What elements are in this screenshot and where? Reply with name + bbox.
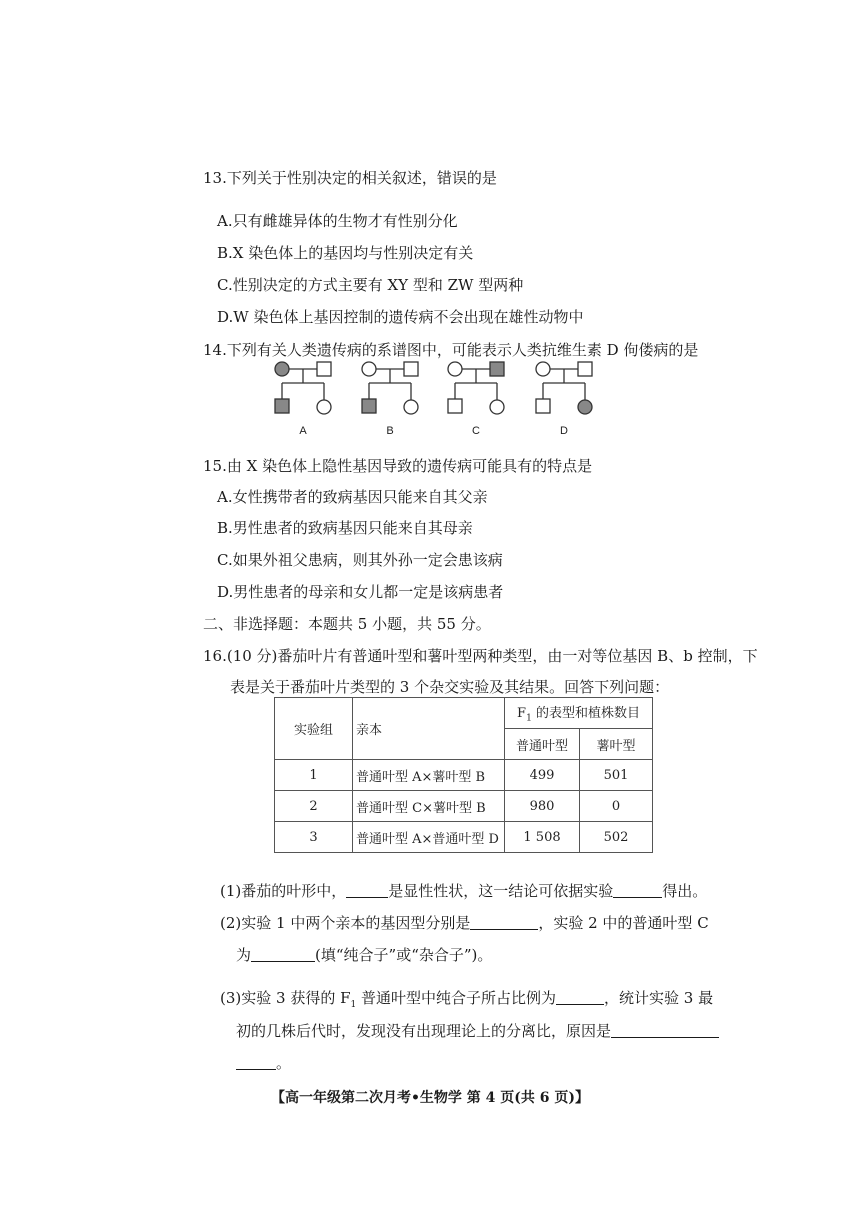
cell-potato: 502 — [580, 822, 653, 853]
q16-stem-line2: 表是关于番茄叶片类型的 3 个杂交实验及其结果。回答下列问题： — [230, 678, 670, 696]
answer-blank[interactable] — [346, 882, 388, 898]
experiment-table — [274, 697, 653, 853]
q13-option-c: C.性别决定的方式主要有 XY 型和 ZW 型两种 — [217, 276, 524, 294]
answer-blank[interactable] — [611, 1022, 719, 1038]
cell-group: 3 — [275, 822, 353, 853]
answer-blank[interactable] — [251, 946, 315, 962]
section-2-heading: 二、非选择题：本题共 5 小题，共 55 分。 — [203, 615, 491, 633]
q13-stem: 13.下列关于性别决定的相关叙述，错误的是 — [203, 169, 497, 187]
q16-part2-line1: (2)实验 1 中两个亲本的基因型分别是 ，实验 2 中的普通叶型 C — [220, 914, 709, 932]
q15-option-b: B.男性患者的致病基因只能来自其母亲 — [217, 519, 473, 537]
pedigree-label-b: B — [386, 425, 394, 437]
pedigree-label-c: C — [472, 425, 480, 437]
q16-part3-line2: 初的几株后代时，发现没有出现理论上的分离比，原因是 — [236, 1020, 719, 1041]
q16-stem-line1: 16.(10 分)番茄叶片有普通叶型和薯叶型两种类型，由一对等位基因 B、b 控制，下 — [203, 647, 758, 665]
header-group: 实验组 — [275, 698, 353, 760]
cell-group: 2 — [275, 791, 353, 822]
header-potato: 薯叶型 — [580, 729, 653, 760]
cell-parent: 普通叶型 A×薯叶型 B — [353, 760, 505, 791]
q16-part1: (1)番茄的叶形中， 是显性性状，这一结论可依据实验 得出。 — [220, 882, 708, 900]
pedigree-d — [536, 362, 592, 414]
page-footer: 【高一年级第二次月考•生物学 第 4 页(共 6 页)】 — [270, 1090, 590, 1106]
q16-part3-line3: 。 — [236, 1052, 291, 1073]
pedigree-diagrams — [268, 360, 598, 440]
pedigree-label-a: A — [299, 425, 307, 437]
pedigree-label-d: D — [560, 425, 568, 437]
table-row — [275, 791, 653, 822]
q15-option-c: C.如果外祖父患病，则其外孙一定会患该病 — [217, 551, 503, 569]
pedigree-c — [448, 362, 504, 414]
table-row — [275, 822, 653, 853]
answer-blank[interactable] — [556, 989, 604, 1005]
q16-part2-line2: 为 (填“纯合子”或“杂合子”)。 — [236, 946, 493, 964]
cell-normal: 499 — [505, 760, 580, 791]
header-f1: $F_1$ 的表型和植株数目 — [505, 698, 653, 729]
answer-blank[interactable] — [613, 882, 662, 898]
q16-part3-line1: (3)实验 3 获得的 $F_1$ 普通叶型中纯合子所占比例为 ，统计实验 3 最 — [220, 989, 714, 1010]
answer-blank[interactable] — [236, 1054, 276, 1070]
cell-parent: 普通叶型 C×薯叶型 B — [353, 791, 505, 822]
q15-option-d: D.男性患者的母亲和女儿都一定是该病患者 — [217, 583, 504, 601]
cell-potato: 0 — [580, 791, 653, 822]
cell-normal: 980 — [505, 791, 580, 822]
q13-option-a: A.只有雌雄异体的生物才有性别分化 — [217, 212, 458, 230]
header-normal: 普通叶型 — [505, 729, 580, 760]
q13-option-b: B.X 染色体上的基因均与性别决定有关 — [217, 244, 474, 262]
table-row — [275, 760, 653, 791]
pedigree-a — [275, 362, 331, 414]
q14-stem: 14.下列有关人类遗传病的系谱图中，可能表示人类抗维生素 D 佝偻病的是 — [203, 341, 699, 359]
answer-blank[interactable] — [470, 914, 538, 930]
cell-normal: 1 508 — [505, 822, 580, 853]
cell-potato: 501 — [580, 760, 653, 791]
q15-option-a: A.女性携带者的致病基因只能来自其父亲 — [217, 488, 488, 506]
cell-group: 1 — [275, 760, 353, 791]
q15-stem: 15.由 X 染色体上隐性基因导致的遗传病可能具有的特点是 — [203, 457, 593, 475]
header-parent: 亲本 — [353, 698, 505, 760]
pedigree-b — [362, 362, 418, 414]
cell-parent: 普通叶型 A×普通叶型 D — [353, 822, 505, 853]
q13-option-d: D.W 染色体上基因控制的遗传病不会出现在雄性动物中 — [217, 308, 584, 326]
